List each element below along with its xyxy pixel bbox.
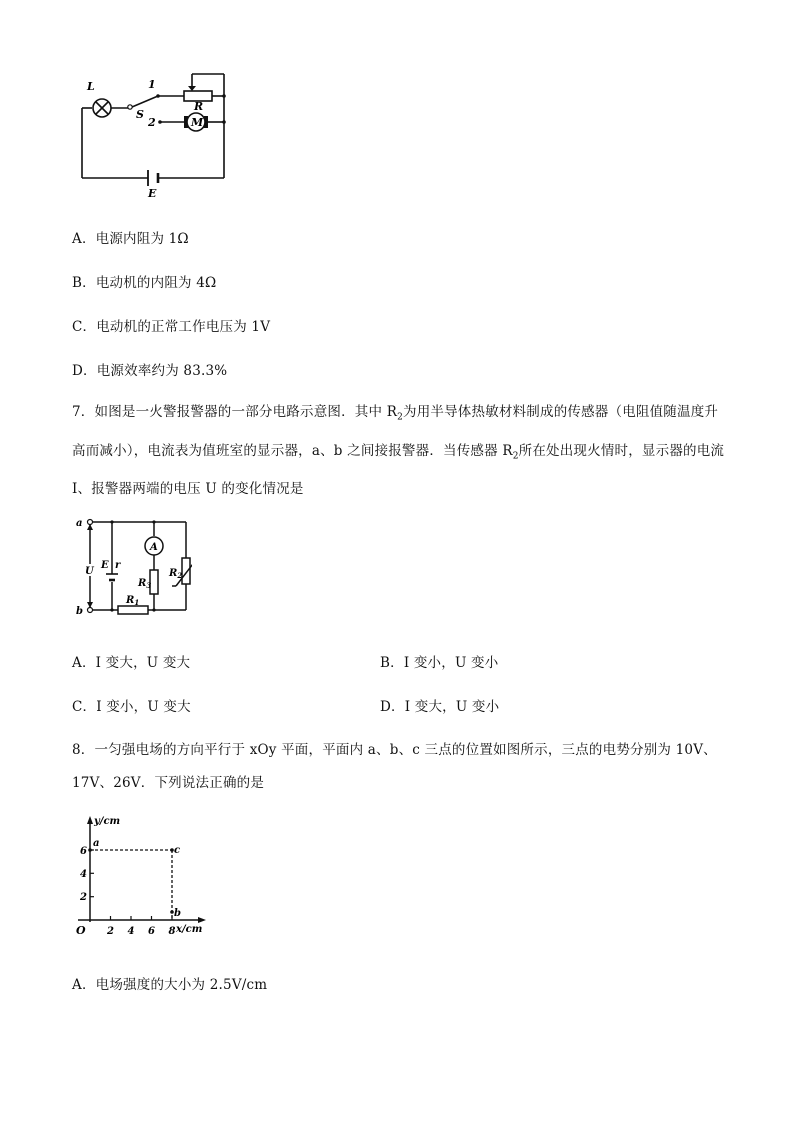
q6-label-lamp: L bbox=[87, 80, 95, 93]
q6-label-pos1: 1 bbox=[148, 78, 156, 91]
q8-label-origin: O bbox=[76, 924, 86, 937]
q8-question-stem-line1 bbox=[72, 738, 717, 758]
q7-label-r: r bbox=[115, 560, 121, 571]
q7-label-r2: $R_2$ bbox=[169, 568, 183, 580]
q6-label-switch: S bbox=[136, 108, 144, 121]
q6-label-source: E bbox=[148, 187, 157, 200]
q6-option-b[interactable] bbox=[72, 271, 216, 291]
stem-sub-2: 2 bbox=[512, 451, 519, 462]
option-text: 电动机的正常工作电压为 1V bbox=[96, 319, 271, 335]
q6-option-c[interactable] bbox=[72, 315, 270, 335]
q7-label-a: a bbox=[76, 518, 83, 529]
stem-text-1: 如图是一火警报警器的一部分电路示意图．其中 R bbox=[94, 404, 398, 420]
q8-y-tick: 6 bbox=[80, 846, 87, 857]
stem-text-3: 所在处出现火情时，显示器的电流 I、报警器两端的电压 U 的变化情况是 bbox=[72, 442, 725, 498]
option-text: I 变小，U 变小 bbox=[403, 655, 499, 671]
question-number: 7． bbox=[72, 404, 95, 420]
q7-option-c[interactable] bbox=[72, 695, 191, 715]
q8-x-tick: 4 bbox=[127, 926, 135, 937]
question-number: 8． bbox=[72, 742, 95, 758]
q6-option-d[interactable] bbox=[72, 359, 227, 379]
q6-circuit-figure bbox=[76, 66, 236, 200]
q8-label-y-axis: y/cm bbox=[94, 816, 121, 827]
option-letter: B． bbox=[72, 275, 96, 291]
q6-option-a[interactable] bbox=[72, 227, 189, 247]
option-text: 电源内阻为 1Ω bbox=[95, 231, 189, 247]
stem-text-1: 一匀强电场的方向平行于 xOy 平面，平面内 a、b、c 三点的位置如图所示，三点的电势分别为 10V、 bbox=[94, 742, 717, 758]
option-text: I 变大，U 变小 bbox=[404, 699, 500, 715]
option-letter: A． bbox=[72, 231, 96, 247]
q7-label-r3: $R_3$ bbox=[138, 578, 152, 590]
q7-option-b[interactable] bbox=[380, 651, 498, 671]
stem-text-2: 为用半导体热敏材料制成的传感器（电阻值随温度升高而减小），电流表为值班室的显示器，a、b 之间接报警器．当传感器 R bbox=[72, 404, 719, 459]
q7-label-u: U bbox=[85, 566, 94, 577]
q7-circuit-figure bbox=[72, 512, 192, 622]
option-text: 电场强度的大小为 2.5V/cm bbox=[95, 977, 268, 993]
q8-label-x-axis: x/cm bbox=[176, 924, 203, 935]
q8-coordinate-figure bbox=[72, 812, 212, 942]
option-letter: D． bbox=[72, 363, 97, 379]
q8-y-tick: 4 bbox=[80, 869, 87, 880]
option-letter: A． bbox=[72, 977, 96, 993]
q7-option-a[interactable] bbox=[72, 651, 190, 671]
q8-label-b: b bbox=[174, 908, 181, 919]
option-text: I 变大，U 变大 bbox=[95, 655, 191, 671]
q7-question-stem bbox=[72, 396, 727, 506]
q8-x-tick: 6 bbox=[148, 926, 155, 937]
option-letter: C． bbox=[72, 699, 97, 715]
q7-label-ammeter: A bbox=[150, 542, 158, 553]
option-letter: A． bbox=[72, 655, 96, 671]
q8-x-tick: 2 bbox=[107, 926, 114, 937]
q7-option-d[interactable] bbox=[380, 695, 499, 715]
q8-y-tick: 2 bbox=[80, 892, 87, 903]
q8-option-a[interactable] bbox=[72, 973, 267, 993]
q7-label-r1: $R_1$ bbox=[126, 595, 140, 607]
q8-label-a: a bbox=[93, 838, 100, 849]
option-text: 电源效率约为 83.3% bbox=[96, 363, 228, 379]
stem-sub-1: 2 bbox=[397, 412, 403, 423]
q6-label-resistor: R bbox=[194, 100, 204, 113]
q8-label-c: c bbox=[174, 845, 181, 856]
option-text: 电动机的内阻为 4Ω bbox=[95, 275, 217, 291]
q7-label-e: E bbox=[101, 560, 109, 571]
stem-text-2: 17V、26V．下列说法正确的是 bbox=[72, 775, 265, 791]
option-text: I 变小，U 变大 bbox=[96, 699, 191, 715]
q6-label-pos2: 2 bbox=[148, 116, 156, 129]
option-letter: D． bbox=[380, 699, 405, 715]
option-letter: C． bbox=[72, 319, 97, 335]
q8-x-tick: 8 bbox=[168, 926, 176, 937]
q8-question-stem-line2 bbox=[72, 771, 264, 791]
q6-label-motor: M bbox=[191, 116, 204, 129]
q7-label-b: b bbox=[76, 606, 83, 617]
option-letter: B． bbox=[380, 655, 404, 671]
